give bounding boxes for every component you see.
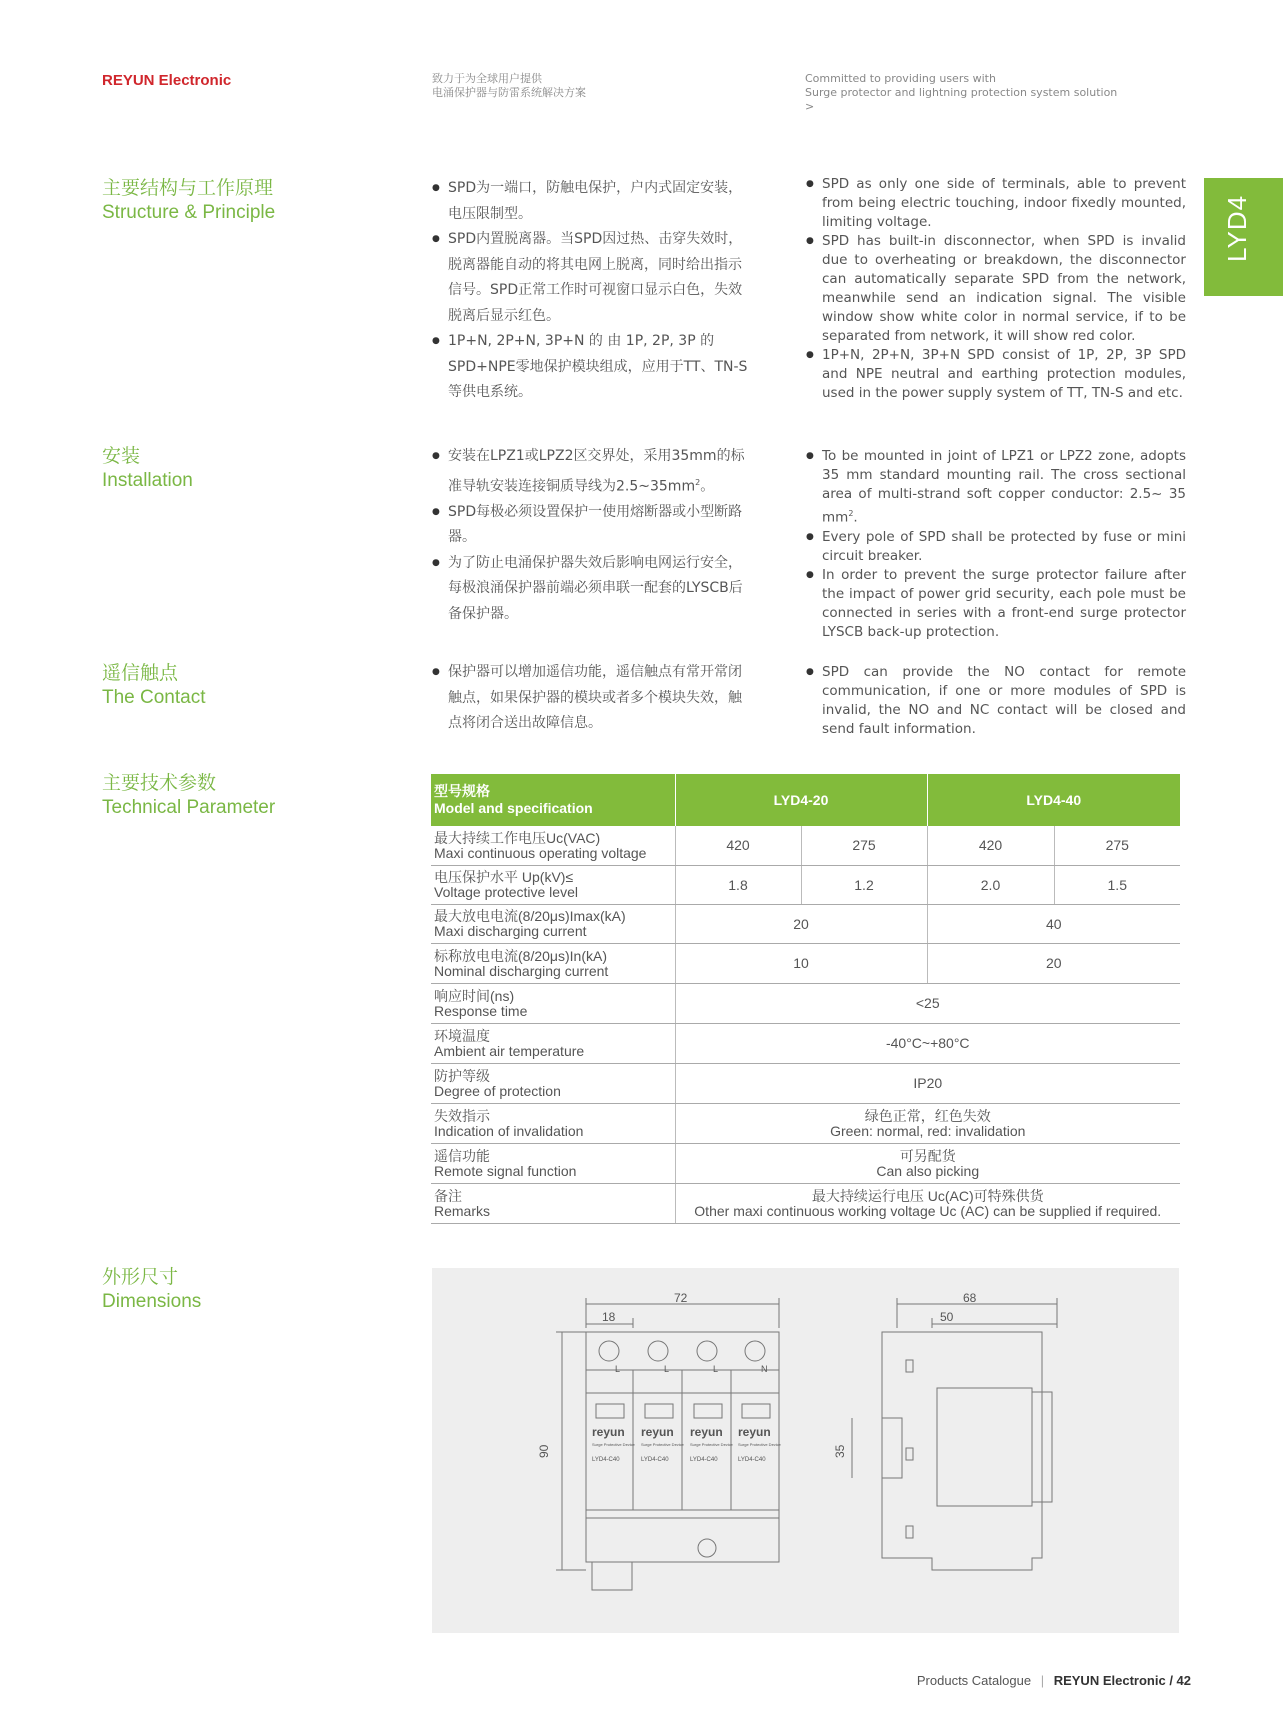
table-row — [431, 1064, 1180, 1104]
list-item: ● SPD内置脱离器。当SPD因过热、击穿失效时，脱离器能自动的将其电网上脱离，同时给出指示信号。SPD正常工作时可视窗口显示白色，失效脱离后显示红色。 — [432, 227, 752, 329]
terminal-label: N — [761, 1364, 768, 1374]
row-label-cn: 最大持续工作电压Uc(VAC) — [434, 829, 601, 846]
section-title-technical — [102, 772, 275, 820]
module-brand: reyun — [641, 1425, 674, 1439]
list-item: ● Every pole of SPD shall be protected by fuse or mini circuit breaker. — [806, 528, 1186, 566]
technical-title-en: Technical Parameter — [102, 797, 276, 818]
row-label-en: Remote signal function — [434, 1162, 577, 1179]
cell-cn: 绿色正常，红色失效 — [864, 1107, 991, 1124]
install-cn1-sup: 2 — [695, 477, 701, 487]
table-row — [431, 1104, 1180, 1144]
row-label-cn: 最大放电电流(8/20μs)Imax(kA) — [434, 908, 626, 924]
row-label — [431, 1104, 675, 1144]
row-label — [431, 984, 675, 1024]
install-cn1-end: 。 — [700, 478, 715, 495]
installation-list-en — [806, 447, 1186, 642]
module-model: LYD4-C40 — [690, 1457, 718, 1463]
tagline-en-line1: Committed to providing users with — [805, 72, 996, 85]
cell: <25 — [675, 984, 1180, 1024]
module-sub: Surge Protective Device — [592, 1442, 635, 1447]
contact-title-en: The Contact — [102, 687, 206, 708]
dimension-90: 90 — [537, 1444, 551, 1458]
cell: 1.2 — [801, 866, 927, 905]
section-title-structure — [102, 177, 275, 225]
list-item: ● 1P+N, 2P+N, 3P+N SPD consist of 1P, 2P, 3P SPD and NPE neutral and earthing protection modules, used in the power supply system of TT, TN-S and etc. — [806, 346, 1186, 403]
cell-cn: 最大持续运行电压 Uc(AC)可特殊供货 — [811, 1187, 1044, 1204]
contact-list-en — [806, 663, 1186, 739]
tagline-cn-line1: 致力于为全球用户提供 — [432, 72, 542, 85]
installation-title-cn: 安装 — [102, 446, 141, 467]
footer — [917, 1673, 1191, 1688]
dimension-35: 35 — [833, 1444, 847, 1458]
cell: 420 — [927, 826, 1054, 866]
tagline-en-line2: Surge protector and lightning protection system solution — [805, 86, 1118, 99]
footer-separator: | — [1040, 1673, 1045, 1688]
module-brand: reyun — [592, 1425, 625, 1439]
module-sub: Surge Protective Device — [641, 1442, 684, 1447]
dimension-68: 68 — [963, 1291, 977, 1305]
tagline-en — [805, 72, 1117, 114]
row-label — [431, 944, 675, 984]
list-item: ● SPD has built-in disconnector, when SPD is invalid due to overheating or breakdown, the disconnector can automatically separate SPD from the network, meanwhile send an indication signal. The visible window show white color in normal service, if to be separated from network, it will show red color. — [806, 232, 1186, 346]
section-title-contact — [102, 662, 206, 710]
list-item: ● SPD为一端口，防触电保护，户内式固定安装，电压限制型。 — [432, 176, 752, 227]
row-label-cn: 电压保护水平 Up(kV)≤ — [434, 869, 574, 885]
footer-brand: REYUN Electronic — [1053, 1673, 1166, 1688]
install-cn1-text: 安装在LPZ1或LPZ2区交界处，采用35mm的标准导轨安装连接铜质导线为2.5~35mm — [448, 448, 745, 495]
section-title-dimensions — [102, 1266, 201, 1314]
structure-title-cn: 主要结构与工作原理 — [102, 178, 274, 199]
row-label-en: Voltage protective level — [434, 884, 578, 900]
cell: -40°C~+80°C — [675, 1024, 1180, 1064]
cell: 275 — [801, 826, 927, 866]
table-row — [431, 1184, 1180, 1224]
list-item: ● 为了防止电涌保护器失效后影响电网运行安全，每极浪涌保护器前端必须串联一配套的LYSCB后备保护器。 — [432, 551, 752, 628]
cell: 20 — [675, 905, 927, 944]
footer-page-number: / 42 — [1169, 1673, 1191, 1688]
technical-title-cn: 主要技术参数 — [102, 773, 217, 794]
row-label — [431, 1144, 675, 1184]
terminal-labels — [615, 1364, 768, 1374]
contact-title-cn: 遥信触点 — [102, 663, 179, 684]
list-item — [806, 447, 1186, 528]
structure-title-en: Structure & Principle — [102, 202, 276, 223]
row-label-en: Response time — [434, 1002, 528, 1019]
cell: IP20 — [675, 1064, 1180, 1104]
table-head-model2: LYD4-40 — [927, 774, 1180, 826]
structure-list-cn — [432, 176, 752, 406]
cell: 2.0 — [927, 866, 1054, 905]
row-label — [431, 905, 675, 944]
dimension-50: 50 — [940, 1310, 954, 1324]
cell: 20 — [927, 944, 1180, 984]
tagline-en-arrow: > — [805, 100, 815, 113]
list-item: ● In order to prevent the surge protector failure after the impact of power grid security, each pole must be connected in series with a front-end surge protector LYSCB back-up protection. — [806, 566, 1186, 642]
cell-en: Can also picking — [876, 1162, 980, 1179]
table-head-en: Model and specification — [434, 800, 593, 816]
row-label — [431, 1064, 675, 1104]
cell: 1.5 — [1054, 866, 1180, 905]
tagline-cn-line2: 电涌保护器与防雷系统解决方案 — [432, 86, 586, 99]
row-label-cn: 备注 — [434, 1187, 462, 1204]
cell — [675, 1184, 1180, 1224]
side-tab — [1204, 178, 1283, 296]
cell: 420 — [675, 826, 801, 866]
cell: 10 — [675, 944, 927, 984]
list-item: ● SPD as only one side of terminals, able to prevent from being electric touching, indoor fixedly mounted, limiting voltage. — [806, 175, 1186, 232]
cell-en: Green: normal, red: invalidation — [830, 1122, 1026, 1139]
cell — [675, 1144, 1180, 1184]
dimension-drawing-svg — [432, 1268, 1179, 1633]
table-row — [431, 1144, 1180, 1184]
table-row — [431, 944, 1180, 984]
cell: 40 — [927, 905, 1180, 944]
row-label-cn: 响应时间(ns) — [434, 987, 515, 1004]
table-row — [431, 866, 1180, 905]
table-row — [431, 984, 1180, 1024]
row-label-cn: 标称放电电流(8/20μs)In(kA) — [434, 947, 607, 964]
table-head-model1: LYD4-20 — [675, 774, 927, 826]
cell-cn: 可另配货 — [899, 1147, 956, 1164]
terminal-label: L — [713, 1364, 719, 1374]
terminal-label: L — [615, 1364, 621, 1374]
cell: 1.8 — [675, 866, 801, 905]
terminal-label: L — [664, 1364, 670, 1374]
cell — [675, 1104, 1180, 1144]
row-label — [431, 826, 675, 866]
row-label-en: Degree of protection — [434, 1082, 561, 1099]
row-label-cn: 失效指示 — [434, 1107, 490, 1124]
table-row — [431, 1024, 1180, 1064]
table-row — [431, 826, 1180, 866]
row-label-cn: 环境温度 — [434, 1027, 490, 1044]
dimensions-title-cn: 外形尺寸 — [102, 1267, 179, 1288]
contact-list-cn — [432, 660, 752, 737]
module-sub: Surge Protective Device — [690, 1442, 733, 1447]
row-label-cn: 遥信功能 — [434, 1147, 490, 1164]
module-labels — [592, 1425, 782, 1463]
footer-catalogue: Products Catalogue — [916, 1673, 1032, 1688]
tagline-cn — [432, 72, 586, 100]
spec-table — [431, 774, 1180, 1224]
cell-en: Other maxi continuous working voltage Uc (AC) can be supplied if required. — [694, 1202, 1162, 1219]
list-item: ● 1P+N, 2P+N, 3P+N 的 由 1P, 2P, 3P 的 SPD+NPE零地保护模块组成，应用于TT、TN-S等供电系统。 — [432, 329, 752, 406]
list-item — [432, 444, 752, 500]
brand-name: REYUN Electronic — [102, 72, 232, 89]
structure-list-en — [806, 175, 1186, 403]
list-item: ● SPD每极必须设置保护一使用熔断器或小型断路器。 — [432, 500, 752, 551]
table-row — [431, 905, 1180, 944]
row-label — [431, 1184, 675, 1224]
row-label-en: Maxi discharging current — [434, 923, 587, 939]
list-item: ● SPD can provide the NO contact for remote communication, if one or more modules of SPD is invalid, the NO and NC contact will be closed and send fault information. — [806, 663, 1186, 739]
row-label — [431, 866, 675, 905]
dimension-drawing — [432, 1268, 1179, 1633]
cell: 275 — [1054, 826, 1180, 866]
install-en1-sup: 2 — [848, 509, 854, 518]
installation-title-en: Installation — [102, 470, 193, 491]
table-head-cn: 型号规格 — [434, 783, 490, 799]
install-en1-end: . — [853, 509, 858, 526]
dimensions-title-en: Dimensions — [102, 1291, 202, 1312]
row-label-en: Nominal discharging current — [434, 962, 609, 979]
row-label-en: Indication of invalidation — [434, 1122, 584, 1139]
installation-list-cn — [432, 444, 752, 627]
row-label-en: Maxi continuous operating voltage — [434, 844, 647, 861]
table-head-model — [431, 774, 675, 826]
module-model: LYD4-C40 — [592, 1457, 620, 1463]
row-label-en: Ambient air temperature — [434, 1042, 585, 1059]
install-en1-text: To be mounted in joint of LPZ1 or LPZ2 zone, adopts 35 mm standard mounting rail. The cross sectional area of multi-strand soft copper conductor: 2.5~ 35 mm — [822, 448, 1186, 526]
side-tab-label: LYD4 — [1222, 194, 1252, 262]
module-model: LYD4-C40 — [641, 1457, 669, 1463]
row-label-cn: 防护等级 — [434, 1067, 490, 1084]
module-brand: reyun — [738, 1425, 771, 1439]
dimension-18: 18 — [602, 1310, 616, 1324]
module-brand: reyun — [690, 1425, 723, 1439]
row-label-en: Remarks — [434, 1202, 491, 1219]
module-model: LYD4-C40 — [738, 1457, 766, 1463]
section-title-installation — [102, 445, 193, 493]
module-sub: Surge Protective Device — [738, 1442, 781, 1447]
list-item: ● 保护器可以增加遥信功能，遥信触点有常开常闭触点，如果保护器的模块或者多个模块失效，触点将闭合送出故障信息。 — [432, 660, 752, 737]
dimension-72: 72 — [674, 1291, 688, 1305]
row-label — [431, 1024, 675, 1064]
